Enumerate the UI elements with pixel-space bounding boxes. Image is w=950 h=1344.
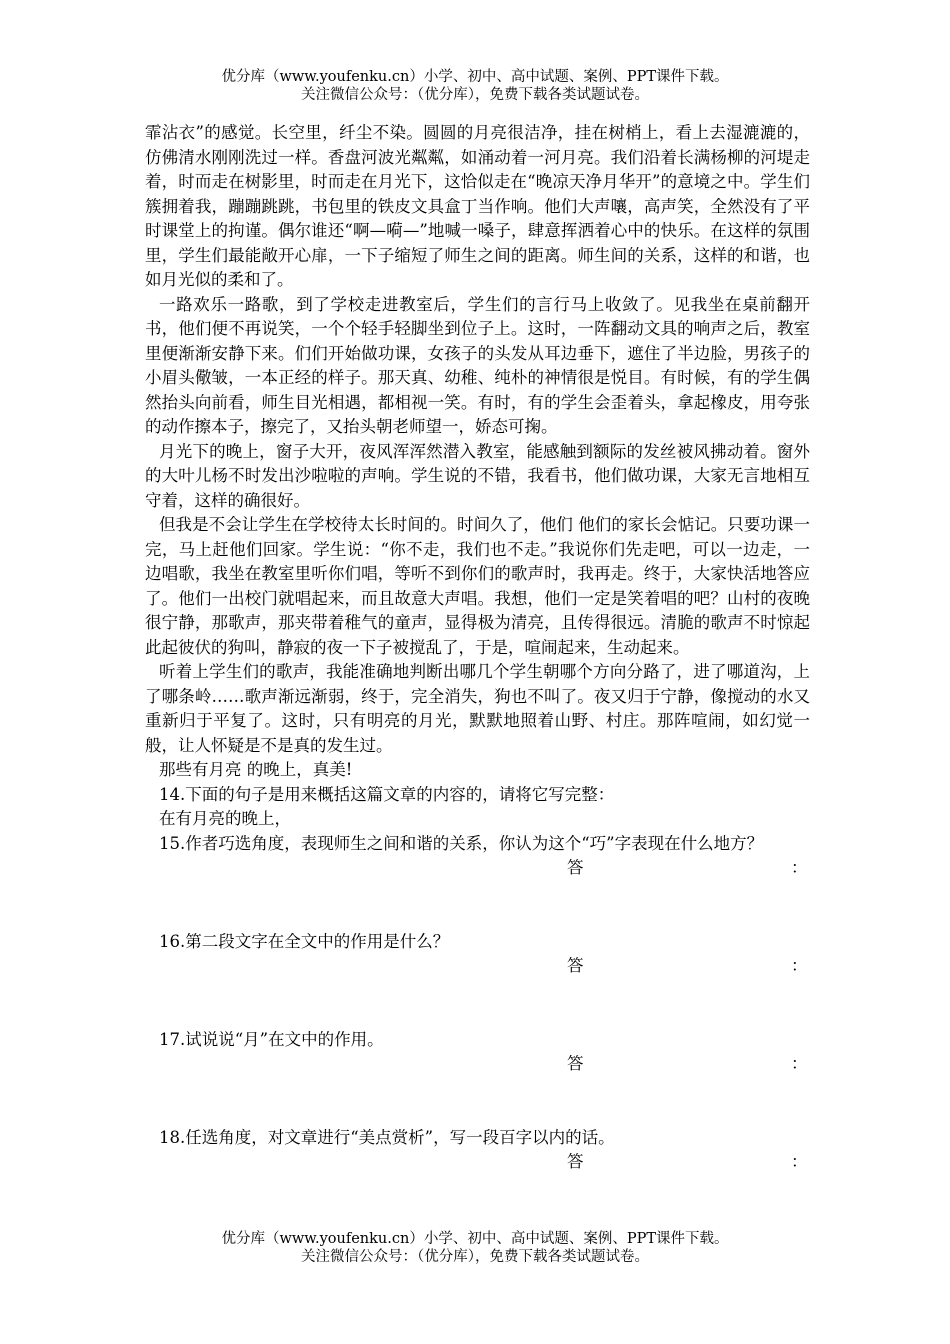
paragraph-5: 听着上学生们的歌声，我能准确地判断出哪几个学生朝哪个方向分路了，进了哪道沟，上了哪条岭……歌声渐远渐弱，终于，完全消失，狗也不叫了。夜又归于宁静，像搅动的水又重新归于平复了。这时，只有明亮的月光，默默地照着山野、村庄。那阵喧闹，如幻觉一般，让人怀疑是不是真的发生过。	[145, 662, 810, 755]
question-18: 18.任选角度，对文章进行“美点赏析”，写一段百字以内的话。	[159, 1127, 615, 1147]
header-line-1: 优分库（www.youfenku.cn）小学、初中、高中试题、案例、PPT课件下载。	[221, 69, 729, 85]
answer-space-16[interactable]	[145, 979, 810, 1028]
answer-row-18[interactable]	[145, 1150, 810, 1175]
question-16: 16.第二段文字在全文中的作用是什么？	[159, 931, 450, 951]
question-14-prompt: 在有月亮的晚上，	[159, 809, 291, 828]
answer-space-15[interactable]	[145, 881, 810, 930]
page-footer	[0, 1230, 950, 1266]
paragraph-4: 但我是不会让学生在学校待太长时间的。时间久了，他们 他们的家长会惦记。只要功课一完，马上赶他们回家。学生说：“你不走，我们也不走。”我说你们先走吧，可以一边走，一边唱歌，我坐在教室里听你们唱，等听不到你们的歌声时，我再走。终于，大家快活地答应了。他们一出校门就唱起来，而且故意大声唱。我想，他们一定是笑着唱的吧？山村的夜晚很宁静，那歌声，那夹带着稚气的童声，显得极为清亮，且传得很远。清脆的歌声不时惊起此起彼伏的狗叫，静寂的夜一下子被搅乱了，于是，喧闹起来，生动起来。	[145, 515, 810, 657]
paragraph-6: 那些有月亮 的晚上，真美!	[159, 760, 353, 779]
answer-colon: ：	[791, 1152, 808, 1171]
footer-line-2: 关注微信公众号：（优分库），免费下载各类试题试卷。	[301, 1249, 649, 1265]
answer-label: 答	[567, 956, 584, 975]
question-17: 17.试说说“月”在文中的作用。	[159, 1029, 384, 1049]
answer-row-17[interactable]	[145, 1052, 810, 1077]
answer-row-15[interactable]	[145, 856, 810, 881]
answer-colon: ：	[791, 956, 808, 975]
answer-label: 答	[567, 1054, 584, 1073]
paragraph-1: 霏沾衣”的感觉。长空里，纤尘不染。圆圆的月亮很洁净，挂在树梢上，看上去湿漉漉的，仿佛清水刚刚洗过一样。香盘河波光粼粼，如涌动着一河月亮。我们沿着长满杨柳的河堤走着，时而走在树影里，时而走在月光下，这恰似走在“晚凉天净月华开”的意境之中。学生们簇拥着我，蹦蹦跳跳，书包里的铁皮文具盒丁当作响。他们大声嚷，高声笑，全然没有了平时课堂上的拘谨。偶尔谁还“啊—嗬—”地喊一嗓子，肆意挥洒着心中的快乐。在这样的氛围里，学生们最能敞开心扉，一下子缩短了师生之间的距离。师生间的关系，这样的和谐，也如月光似的柔和了。	[145, 123, 810, 289]
paragraph-3: 月光下的晚上，窗子大开，夜风浑浑然潜入教室，能感触到额际的发丝被风拂动着。窗外的大叶儿杨不时发出沙啦啦的声响。学生说的不错，我看书，他们做功课，大家无言地相互守着，这样的确很好。	[145, 441, 810, 510]
page-header	[0, 68, 950, 104]
document-body	[145, 121, 810, 1175]
answer-row-16[interactable]	[145, 954, 810, 979]
answer-colon: ：	[791, 858, 808, 877]
answer-space-17[interactable]	[145, 1077, 810, 1126]
answer-label: 答	[567, 858, 584, 877]
paragraph-2: 一路欢乐一路歌，到了学校走进教室后，学生们的言行马上收敛了。见我坐在桌前翻开书，他们便不再说笑，一个个轻手轻脚坐到位子上。这时，一阵翻动文具的响声之后，教室里便渐渐安静下来。们们开始做功课，女孩子的头发从耳边垂下，遮住了半边脸，男孩子的小眉头儆皱，一本正经的样子。那天真、幼稚、纯朴的神情很是悦目。有时候，有的学生偶然抬头向前看，师生目光相遇，都相视一笑。有时，有的学生会歪着头，拿起橡皮，用夸张的动作擦本子，擦完了，又抬头朝老师望一，娇态可掬。	[145, 294, 810, 436]
question-14: 14.下面的句子是用来概括这篇文章的内容的，请将它写完整：	[159, 784, 615, 804]
question-15: 15.作者巧选角度，表现师生之间和谐的关系，你认为这个“巧”字表现在什么地方？	[159, 833, 764, 853]
answer-colon: ：	[791, 1054, 808, 1073]
answer-label: 答	[567, 1152, 584, 1171]
header-line-2: 关注微信公众号：（优分库），免费下载各类试题试卷。	[301, 87, 649, 103]
footer-line-1: 优分库（www.youfenku.cn）小学、初中、高中试题、案例、PPT课件下载。	[221, 1231, 729, 1247]
